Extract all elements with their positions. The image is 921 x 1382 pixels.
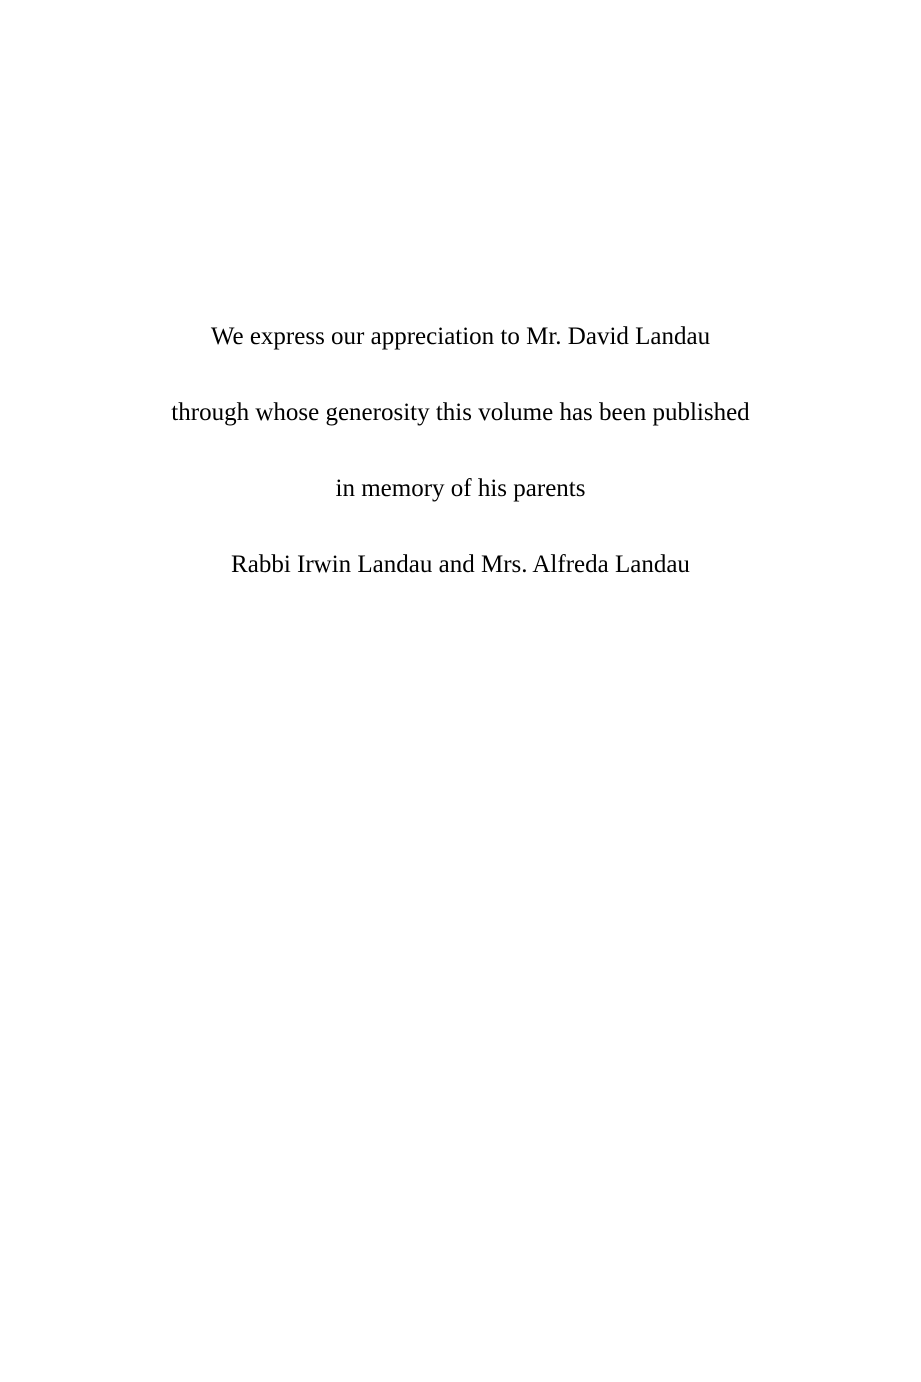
dedication-block bbox=[0, 318, 921, 584]
dedication-line-appreciation: We express our appreciation to Mr. David Landau bbox=[210, 323, 711, 350]
dedication-line-memory: in memory of his parents bbox=[335, 475, 586, 502]
dedication-line-names: Rabbi Irwin Landau and Mrs. Alfreda Landau bbox=[231, 551, 690, 578]
dedication-line-generosity: through whose generosity this volume has been published bbox=[171, 399, 750, 426]
